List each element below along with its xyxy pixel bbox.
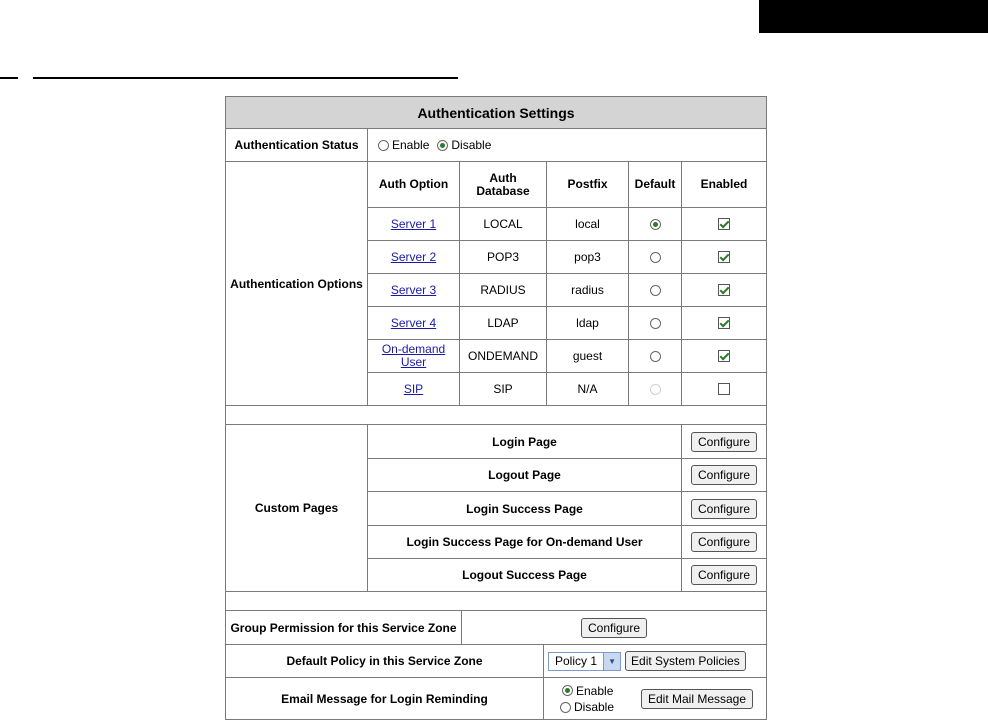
col-header-auth-database-l1: Auth xyxy=(489,170,517,185)
chevron-down-icon[interactable]: ▼ xyxy=(603,653,620,670)
auth-option-cell xyxy=(367,207,459,240)
enabled-cell xyxy=(681,339,766,372)
auth-database-cell: RADIUS xyxy=(459,273,546,306)
auth-option-link[interactable]: Server 2 xyxy=(390,249,437,264)
enabled-cell xyxy=(681,306,766,339)
enabled-checkbox[interactable] xyxy=(718,317,730,329)
auth-option-link[interactable]: On-demand xyxy=(381,342,446,356)
default-policy-row xyxy=(226,644,766,677)
auth-option-cell xyxy=(367,306,459,339)
auth-option-cell xyxy=(367,372,459,405)
email-disable-label: Disable xyxy=(574,700,615,715)
spacer-row xyxy=(226,591,766,610)
email-message-label: Email Message for Login Reminding xyxy=(281,691,488,706)
custom-page-action xyxy=(681,558,766,591)
default-policy-controls xyxy=(543,645,766,677)
auth-settings-panel xyxy=(225,96,767,720)
custom-pages-block xyxy=(226,424,766,591)
email-enable-option xyxy=(562,683,613,698)
title-row xyxy=(226,97,766,128)
default-radio[interactable] xyxy=(650,252,661,263)
custom-page-name: Login Success Page for On-demand User xyxy=(367,525,681,558)
custom-page-action xyxy=(681,458,766,491)
email-message-row xyxy=(226,677,766,719)
col-header-postfix: Postfix xyxy=(546,162,628,207)
custom-page-action xyxy=(681,525,766,558)
auth-status-row xyxy=(226,128,766,161)
configure-button[interactable]: Configure xyxy=(691,465,757,485)
default-radio[interactable] xyxy=(650,285,661,296)
email-disable-option xyxy=(560,700,614,715)
auth-option-cell xyxy=(367,273,459,306)
col-header-auth-database xyxy=(459,162,546,207)
custom-page-action xyxy=(681,425,766,458)
default-cell xyxy=(628,240,681,273)
postfix-cell: radius xyxy=(546,273,628,306)
auth-status-disable-label: Disable xyxy=(451,138,492,152)
header-black-box xyxy=(759,0,988,33)
auth-options-label: Authentication Options xyxy=(230,276,363,291)
postfix-cell: local xyxy=(546,207,628,240)
configure-button[interactable]: Configure xyxy=(691,432,757,452)
default-cell xyxy=(628,306,681,339)
custom-page-action xyxy=(681,491,766,525)
enabled-checkbox[interactable] xyxy=(718,284,730,296)
auth-options-block xyxy=(226,161,766,405)
auth-status-enable-radio[interactable] xyxy=(378,140,389,151)
postfix-cell: guest xyxy=(546,339,628,372)
enabled-cell xyxy=(681,240,766,273)
default-cell xyxy=(628,339,681,372)
email-message-action xyxy=(628,678,766,719)
default-radio[interactable] xyxy=(650,318,661,329)
default-radio[interactable] xyxy=(650,351,661,362)
email-message-options xyxy=(543,678,628,719)
custom-page-name: Logout Success Page xyxy=(367,558,681,591)
col-header-auth-option: Auth Option xyxy=(367,162,459,207)
group-permission-row xyxy=(226,610,766,644)
auth-status-label: Authentication Status xyxy=(234,138,359,152)
default-policy-label: Default Policy in this Service Zone xyxy=(286,654,483,668)
enabled-cell xyxy=(681,207,766,240)
default-radio[interactable] xyxy=(650,219,661,230)
enabled-checkbox[interactable] xyxy=(718,350,730,362)
configure-button[interactable]: Configure xyxy=(691,499,757,519)
custom-page-name: Login Page xyxy=(367,425,681,458)
enabled-checkbox[interactable] xyxy=(718,383,730,395)
auth-option-link[interactable]: Server 3 xyxy=(390,282,437,297)
edit-system-policies-button[interactable]: Edit System Policies xyxy=(625,651,746,671)
enabled-checkbox[interactable] xyxy=(718,251,730,263)
auth-option-cell xyxy=(367,339,459,372)
default-cell xyxy=(628,372,681,405)
auth-status-enable-label: Enable xyxy=(392,138,430,152)
auth-status-disable-radio[interactable] xyxy=(437,140,448,151)
auth-database-cell: LOCAL xyxy=(459,207,546,240)
default-cell xyxy=(628,207,681,240)
edit-mail-message-button[interactable]: Edit Mail Message xyxy=(641,689,753,709)
enabled-cell xyxy=(681,273,766,306)
auth-option-link-line2[interactable]: User xyxy=(400,355,427,369)
email-enable-label: Enable xyxy=(576,683,614,698)
col-header-enabled: Enabled xyxy=(681,162,766,207)
custom-pages-label: Custom Pages xyxy=(254,501,339,515)
auth-database-cell: POP3 xyxy=(459,240,546,273)
col-header-default: Default xyxy=(628,162,681,207)
spacer-row xyxy=(226,405,766,424)
default-radio xyxy=(650,384,661,395)
auth-option-link[interactable]: Server 4 xyxy=(390,315,437,330)
auth-option-cell xyxy=(367,240,459,273)
configure-button[interactable]: Configure xyxy=(691,532,757,552)
auth-database-cell: ONDEMAND xyxy=(459,339,546,372)
enabled-checkbox[interactable] xyxy=(718,218,730,230)
group-permission-label: Group Permission for this Service Zone xyxy=(230,620,457,635)
postfix-cell: pop3 xyxy=(546,240,628,273)
col-header-auth-database-l2: Database xyxy=(476,183,530,198)
email-enable-radio[interactable] xyxy=(562,685,573,696)
custom-page-name: Login Success Page xyxy=(367,491,681,525)
group-permission-configure-button[interactable]: Configure xyxy=(581,618,647,638)
group-permission-action xyxy=(461,611,766,644)
header-rule-long xyxy=(33,77,458,79)
policy-select[interactable] xyxy=(548,652,621,671)
header-rule-short xyxy=(0,77,18,79)
auth-option-link[interactable]: SIP xyxy=(403,381,424,396)
postfix-cell: ldap xyxy=(546,306,628,339)
custom-page-name: Logout Page xyxy=(367,458,681,491)
postfix-cell: N/A xyxy=(546,372,628,405)
default-cell xyxy=(628,273,681,306)
auth-database-cell: LDAP xyxy=(459,306,546,339)
policy-select-value: Policy 1 xyxy=(555,654,598,668)
enabled-cell xyxy=(681,372,766,405)
auth-option-link[interactable]: Server 1 xyxy=(390,216,437,231)
configure-button[interactable]: Configure xyxy=(691,565,757,585)
auth-database-cell: SIP xyxy=(459,372,546,405)
email-disable-radio[interactable] xyxy=(560,702,571,713)
panel-title: Authentication Settings xyxy=(226,97,766,128)
auth-status-options xyxy=(367,129,766,161)
